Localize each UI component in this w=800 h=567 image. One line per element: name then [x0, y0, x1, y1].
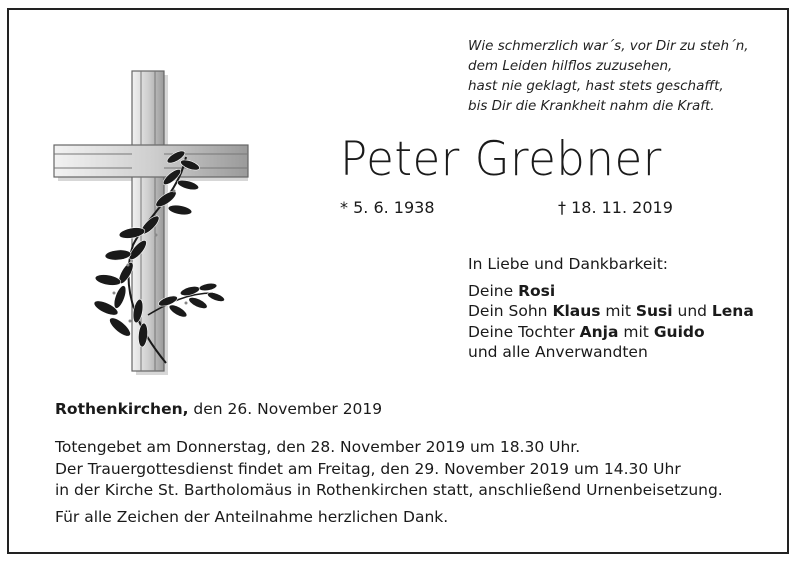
- birth-date: * 5. 6. 1938: [340, 198, 435, 217]
- memorial-poem: [468, 36, 749, 116]
- mourner-text: und: [672, 302, 712, 320]
- service-line: in der Kirche St. Bartholomäus in Rothenkirchen statt, anschließend Urnenbeisetzung.: [55, 481, 723, 499]
- mourners-intro: In Liebe und Dankbarkeit:: [468, 255, 669, 273]
- poem-line: Wie schmerzlich war´s, vor Dir zu steh´n,: [468, 38, 749, 54]
- cross-with-laurel-icon: [48, 65, 258, 380]
- death-date: † 18. 11. 2019: [558, 198, 673, 217]
- mourner-text: Dein Sohn: [468, 302, 553, 320]
- mourner-text: Deine: [468, 281, 519, 300]
- poem-line: hast nie geklagt, hast stets geschafft,: [468, 78, 724, 94]
- service-line: Der Trauergottesdienst findet am Freitag, den 29. November 2019 um 14.30 Uhr: [55, 459, 681, 478]
- mourner-text: mit: [618, 322, 654, 341]
- place-and-date: [55, 400, 382, 418]
- mourner-text: Deine Tochter: [468, 322, 580, 341]
- mourner-name: Anja: [579, 322, 619, 341]
- mourner-name: Guido: [653, 322, 705, 341]
- thanks-note: Für alle Zeichen der Anteilnahme herzlichen Dank.: [55, 508, 449, 526]
- place-town: Rothenkirchen,: [55, 400, 189, 418]
- mourner-line: [468, 301, 754, 322]
- mourner-name: Rosi: [518, 281, 556, 300]
- mourner-text: mit: [600, 302, 636, 320]
- service-line: Totengebet am Donnerstag, den 28. November 2019 um 18.30 Uhr.: [55, 438, 581, 456]
- deceased-name: Peter Grebner: [340, 132, 662, 187]
- poem-line: bis Dir die Krankheit nahm die Kraft.: [468, 98, 715, 114]
- mourner-line: [468, 281, 754, 302]
- mourner-line: [468, 322, 754, 343]
- place-date: den 26. November 2019: [188, 400, 383, 418]
- mourner-name: Lena: [711, 302, 754, 320]
- poem-line: dem Leiden hilflos zuzusehen,: [468, 58, 673, 74]
- mourner-name: Susi: [635, 302, 673, 320]
- service-info: [55, 437, 723, 502]
- mourner-line: und alle Anverwandten: [468, 343, 648, 361]
- mourner-name: Klaus: [552, 302, 601, 320]
- mourners-list: [468, 254, 754, 363]
